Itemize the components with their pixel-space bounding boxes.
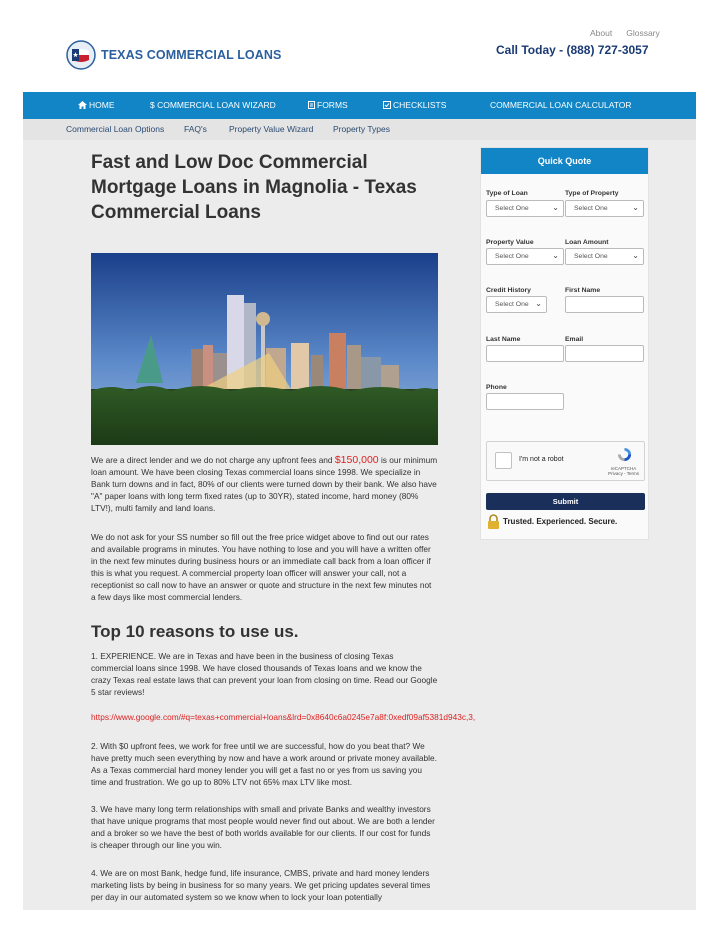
subnav-faqs[interactable]: FAQ's	[184, 124, 207, 134]
loan-amount-select[interactable]	[565, 248, 644, 265]
type-of-loan-select[interactable]	[486, 200, 564, 217]
submit-button[interactable]: Submit	[486, 493, 645, 510]
email-label: Email	[565, 336, 584, 343]
dallas-skyline-image	[91, 253, 438, 445]
credit-history-select[interactable]	[486, 296, 547, 313]
trust-text: Trusted. Experienced. Secure.	[503, 517, 618, 526]
loan-amount-label: Loan Amount	[565, 239, 609, 246]
property-value-label: Property Value	[486, 239, 534, 246]
phone-label: Phone	[486, 384, 507, 391]
sub-nav	[23, 119, 696, 140]
recaptcha-checkbox[interactable]	[495, 452, 512, 469]
call-today-phone[interactable]: Call Today - (888) 727-3057	[496, 43, 649, 57]
reason-1: 1. EXPERIENCE. We are in Texas and have been in the business of closing Texas commercial loans since 1998. We have closed thousands of Texas loans and we know the crazy Texas real estate laws that can prevent your loan from closing on time. Read our Google 5 star reviews!	[91, 651, 438, 698]
type-of-property-label: Type of Property	[565, 190, 619, 197]
lock-icon	[487, 514, 500, 529]
nav-forms[interactable]	[308, 100, 348, 110]
recaptcha-widget	[486, 441, 645, 481]
property-value-value: Select One	[495, 253, 529, 260]
phone-input[interactable]	[486, 393, 564, 410]
subnav-property-types[interactable]: Property Types	[333, 124, 391, 134]
chevron-down-icon: ⌄	[632, 203, 639, 212]
recaptcha-terms[interactable]: Privacy - Terms	[608, 471, 639, 476]
credit-history-value: Select One	[495, 301, 529, 308]
texas-flag-icon	[66, 40, 96, 70]
nav-home[interactable]	[78, 100, 115, 110]
intro-text-start: We are a direct lender and we do not charge any upfront fees and	[91, 455, 335, 465]
first-name-input[interactable]	[565, 296, 644, 313]
checklist-icon	[383, 101, 391, 109]
trust-badge	[487, 514, 617, 529]
last-name-input[interactable]	[486, 345, 564, 362]
nav-home-label: HOME	[89, 100, 115, 110]
reason-3: 3. We have many long term relationships with small and private Banks and wealthy investors that have unique programs that most people would never find out about. We are both a lender and a broker so we have the best of both worlds available for our clients. If our cost for funds is cheaper through our line you win.	[91, 804, 435, 851]
loan-amount-value: Select One	[574, 253, 608, 260]
recaptcha-logo-icon	[617, 447, 632, 462]
main-nav	[23, 92, 696, 119]
nav-commercial-loan-calculator[interactable]	[490, 100, 632, 110]
quick-quote-form	[480, 147, 649, 540]
subnav-property-value-wizard[interactable]: Property Value Wizard	[229, 124, 314, 134]
recaptcha-brand	[608, 466, 639, 476]
nav-checklists-label: CHECKLISTS	[393, 100, 447, 110]
credit-history-label: Credit History	[486, 287, 531, 294]
type-of-property-value: Select One	[574, 205, 608, 212]
nav-checklists[interactable]	[383, 100, 446, 110]
recaptcha-label: I'm not a robot	[519, 456, 564, 463]
reason-2: 2. With $0 upfront fees, we work for free until we are successful, how do you beat that? We have pretty much seen everything by now and have a work around or private money available. As a Texas commercial hard money lender you will get a fast no or yes from us saving you time and frustration. We go up to 80% LTV not 65% max LTV like most.	[91, 741, 437, 788]
site-logo[interactable]	[66, 40, 281, 70]
glossary-link[interactable]: Glossary	[626, 28, 660, 38]
quick-quote-title: Quick Quote	[481, 148, 648, 174]
price-widget-paragraph: We do not ask for your SS number so fill out the free price widget above to find out our rates and available programs in minutes. You have nothing to lose and you will have a written offer in the next few minutes during business hours or an immediate call back from a loan officer if this is what you request. A commercial property loan officer will answer your call, not a receptionist so call now to have an answer or quote and structure in the next few minutes not a few days like most commercial lenders.	[91, 532, 432, 603]
intro-paragraph	[91, 454, 438, 514]
google-reviews-link[interactable]: https://www.google.com/#q=texas+commercial+loans&lrd=0x8640c6a0245e7a8f:0xedf09af5381d943c,3,	[91, 712, 476, 722]
minimum-amount: $150,000	[334, 454, 379, 466]
top-10-heading: Top 10 reasons to use us.	[91, 622, 299, 641]
chevron-down-icon: ⌄	[535, 299, 542, 308]
last-name-label: Last Name	[486, 336, 521, 343]
logo-text: TEXAS COMMERCIAL LOANS	[101, 48, 282, 62]
nav-wizard-label: $ COMMERCIAL LOAN WIZARD	[150, 100, 276, 110]
reason-4: 4. We are on most Bank, hedge fund, life insurance, CMBS, private and hard money lenders marketing lists by being in business for so many years. We get pricing updates several times per day in our automated system so we know when to lock your loan potentially	[91, 868, 431, 903]
chevron-down-icon: ⌄	[552, 203, 559, 212]
nav-calculator-label: COMMERCIAL LOAN CALCULATOR	[490, 100, 632, 110]
home-icon	[78, 101, 87, 109]
subnav-commercial-loan-options[interactable]: Commercial Loan Options	[66, 124, 165, 134]
top-links	[590, 28, 660, 38]
email-input[interactable]	[565, 345, 644, 362]
intro-text-end: is our minimum loan amount. We have been closing Texas commercial loans since 1998. We specialize in Bank turn downs and in fact, 80% of our clients were turned down by their bank. We also have "A" paper loans with long term fixed rates (up to 30YR), stated income, hard money (80% LTV!), multi family and land loans.	[91, 455, 438, 514]
page-title: Fast and Low Doc Commercial Mortgage Loans in Magnolia - Texas Commercial Loans	[91, 152, 417, 223]
nav-commercial-loan-wizard[interactable]	[150, 100, 276, 110]
nav-forms-label: FORMS	[317, 100, 348, 110]
property-value-select[interactable]	[486, 248, 564, 265]
document-icon	[308, 101, 315, 109]
recaptcha-brand-text: reCAPTCHA	[610, 466, 637, 471]
about-link[interactable]: About	[590, 28, 613, 38]
chevron-down-icon: ⌄	[552, 251, 559, 260]
chevron-down-icon: ⌄	[632, 251, 639, 260]
type-of-loan-value: Select One	[495, 205, 529, 212]
type-of-loan-label: Type of Loan	[486, 190, 528, 197]
type-of-property-select[interactable]	[565, 200, 644, 217]
first-name-label: First Name	[565, 287, 601, 294]
